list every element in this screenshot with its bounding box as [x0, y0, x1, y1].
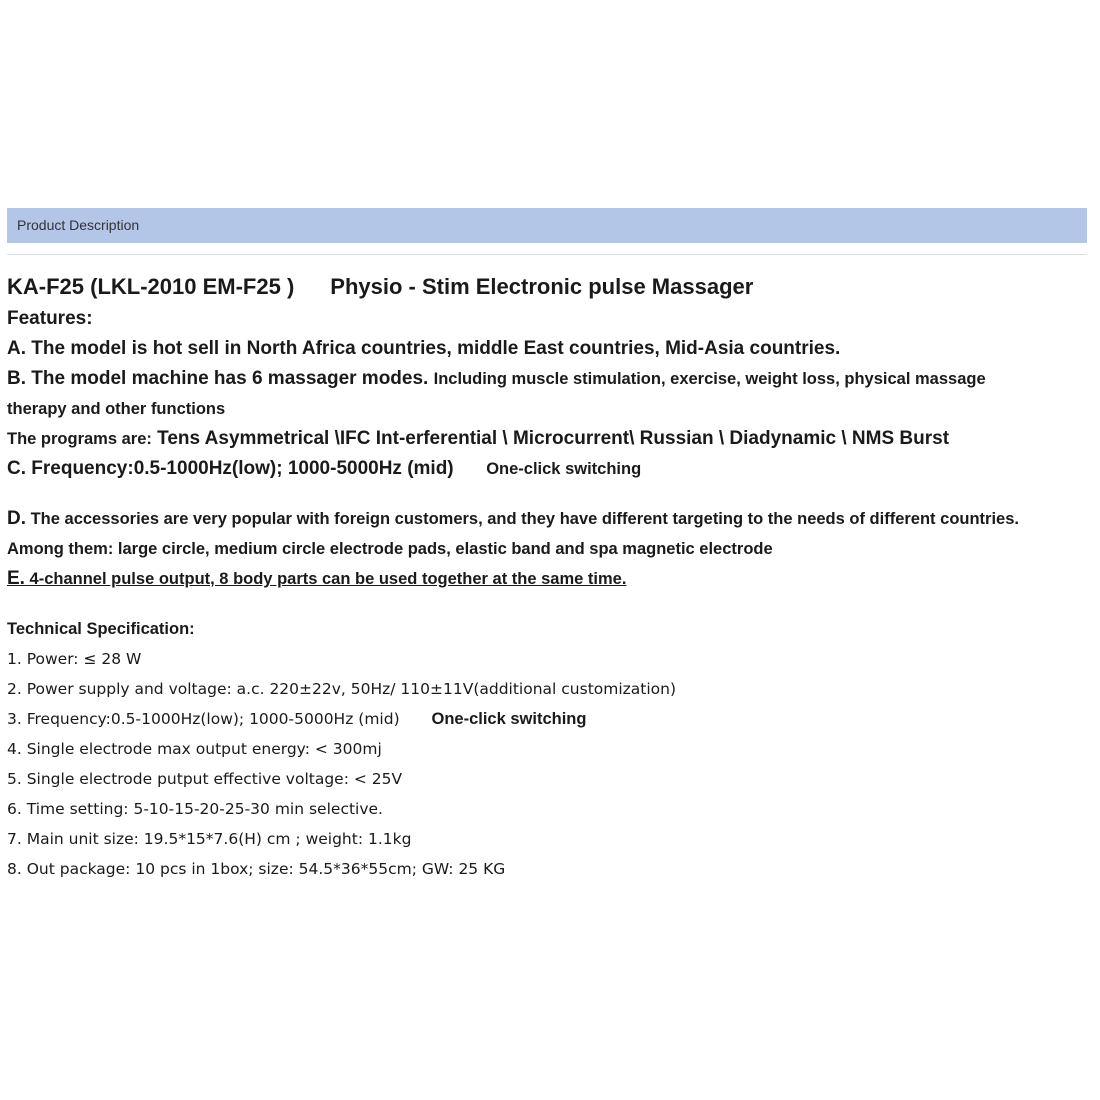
feature-d-letter: D. [7, 508, 26, 529]
feature-d-text-2: Among them: large circle, medium circle electrode pads, elastic band and spa magnetic electrode [7, 540, 773, 558]
feature-e [7, 564, 1092, 594]
feature-c-main: C. Frequency:0.5-1000Hz(low); 1000-5000Hz (mid) [7, 458, 454, 479]
feature-b [7, 364, 1092, 394]
divider [7, 254, 1087, 255]
spec-item-frequency-extra: One-click switching [431, 710, 587, 728]
feature-b-main: B. The model machine has 6 massager modes. [7, 368, 429, 389]
spec-item: 8. Out package: 10 pcs in 1box; size: 54.5*36*55cm; GW: 25 KG [7, 860, 506, 878]
feature-a: A. The model is hot sell in North Africa countries, middle East countries, Mid-Asia countries. [7, 338, 841, 359]
feature-b-detail: Including muscle stimulation, exercise, weight loss, physical massage [433, 370, 986, 388]
spec-item-frequency [7, 704, 1092, 734]
feature-d-text: The accessories are very popular with foreign customers, and they have different targeting to the needs of different countries. [30, 510, 1019, 528]
product-description-label: Product Description [17, 217, 140, 233]
spec-item: 2. Power supply and voltage: a.c. 220±22v, 50Hz/ 110±11V(additional customization) [7, 680, 677, 698]
product-title [7, 270, 1092, 304]
product-name: Physio - Stim Electronic pulse Massager [330, 274, 754, 299]
programs-line [7, 424, 1092, 454]
feature-c [7, 454, 1092, 484]
spec-item: 5. Single electrode putput effective voltage: < 25V [7, 770, 403, 788]
product-description-tab[interactable] [7, 208, 1087, 243]
feature-b-detail-2: therapy and other functions [7, 400, 226, 418]
feature-d [7, 504, 1092, 534]
spec-heading: Technical Specification: [7, 620, 195, 638]
programs-label: The programs are: [7, 430, 152, 448]
product-model: KA-F25 (LKL-2010 EM-F25 ) [7, 274, 295, 299]
features-heading: Features: [7, 308, 93, 329]
feature-c-extra: One-click switching [486, 460, 642, 478]
programs-list: Tens Asymmetrical \IFC Int-erferential \ Microcurrent\ Russian \ Diadynamic \ NMS Burst [157, 428, 950, 449]
spec-item: 7. Main unit size: 19.5*15*7.6(H) cm ; weight: 1.1kg [7, 830, 412, 848]
feature-e-letter: E. [7, 568, 25, 589]
feature-e-text: 4-channel pulse output, 8 body parts can be used together at the same time. [29, 570, 627, 588]
spec-item-frequency-text: 3. Frequency:0.5-1000Hz(low); 1000-5000Hz (mid) [7, 710, 400, 728]
spec-item: 6. Time setting: 5-10-15-20-25-30 min selective. [7, 800, 383, 818]
product-description-content [7, 270, 1092, 884]
spec-item: 1. Power: ≤ 28 W [7, 650, 142, 668]
spec-item: 4. Single electrode max output energy: < 300mj [7, 740, 382, 758]
